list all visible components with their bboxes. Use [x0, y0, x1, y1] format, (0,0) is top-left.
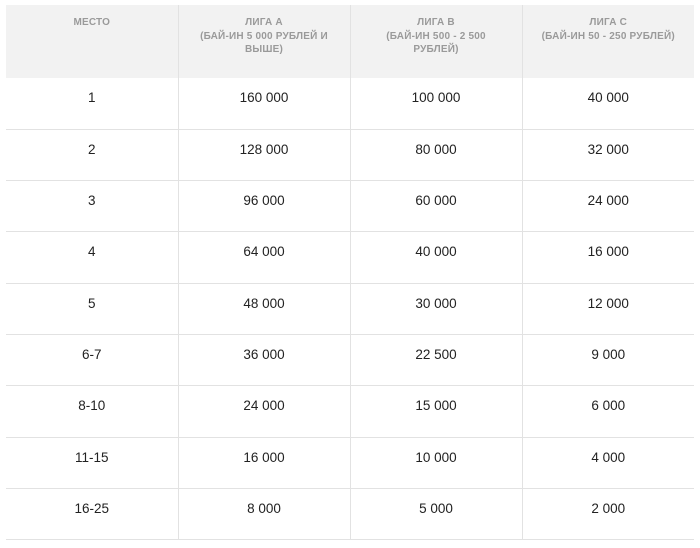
cell-league-b: 30 000	[350, 283, 522, 334]
cell-place: 11-15	[6, 437, 178, 488]
table-row	[6, 129, 694, 180]
cell-place: 4	[6, 232, 178, 283]
cell-place: 5	[6, 283, 178, 334]
cell-league-b: 5 000	[350, 488, 522, 539]
table-row	[6, 78, 694, 129]
cell-league-a: 128 000	[178, 129, 350, 180]
cell-league-a: 96 000	[178, 181, 350, 232]
cell-league-b: 100 000	[350, 78, 522, 129]
header-place	[6, 5, 178, 78]
cell-league-a: 8 000	[178, 488, 350, 539]
header-league-c-title: ЛИГА С	[589, 17, 628, 28]
cell-league-b: 40 000	[350, 232, 522, 283]
header-place-title: МЕСТО	[73, 17, 111, 28]
cell-league-c: 40 000	[522, 78, 694, 129]
cell-place: 8-10	[6, 386, 178, 437]
table-row	[6, 232, 694, 283]
header-league-a	[178, 5, 350, 78]
cell-place: 6-7	[6, 334, 178, 385]
cell-league-b: 22 500	[350, 334, 522, 385]
header-league-b-title: ЛИГА В	[417, 17, 455, 28]
cell-league-c: 4 000	[522, 437, 694, 488]
header-league-b	[350, 5, 522, 78]
cell-league-a: 160 000	[178, 78, 350, 129]
cell-league-b: 80 000	[350, 129, 522, 180]
table-row	[6, 334, 694, 385]
cell-league-c: 16 000	[522, 232, 694, 283]
header-league-b-buyin: (БАЙ-ИН 500 - 2 500 РУБЛЕЙ)	[386, 30, 486, 55]
cell-league-c: 24 000	[522, 181, 694, 232]
cell-place: 2	[6, 129, 178, 180]
table-row	[6, 181, 694, 232]
cell-league-c: 9 000	[522, 334, 694, 385]
cell-place: 16-25	[6, 488, 178, 539]
header-league-a-buyin: (БАЙ-ИН 5 000 РУБЛЕЙ И ВЫШЕ)	[200, 30, 328, 55]
cell-league-a: 24 000	[178, 386, 350, 437]
prize-table	[6, 5, 694, 540]
header-league-c-buyin: (БАЙ-ИН 50 - 250 РУБЛЕЙ)	[541, 30, 675, 42]
cell-league-c: 12 000	[522, 283, 694, 334]
table-row	[6, 488, 694, 539]
header-league-a-title: ЛИГА А	[245, 17, 283, 28]
table-row	[6, 283, 694, 334]
cell-league-c: 2 000	[522, 488, 694, 539]
cell-league-a: 36 000	[178, 334, 350, 385]
header-league-c	[522, 5, 694, 78]
header-row	[6, 5, 694, 78]
table-row	[6, 437, 694, 488]
cell-league-b: 10 000	[350, 437, 522, 488]
cell-place: 1	[6, 78, 178, 129]
table-row	[6, 386, 694, 437]
table-header	[6, 5, 694, 78]
cell-league-a: 48 000	[178, 283, 350, 334]
cell-place: 3	[6, 181, 178, 232]
cell-league-a: 16 000	[178, 437, 350, 488]
cell-league-c: 6 000	[522, 386, 694, 437]
cell-league-c: 32 000	[522, 129, 694, 180]
cell-league-b: 15 000	[350, 386, 522, 437]
table-body	[6, 78, 694, 540]
cell-league-b: 60 000	[350, 181, 522, 232]
cell-league-a: 64 000	[178, 232, 350, 283]
